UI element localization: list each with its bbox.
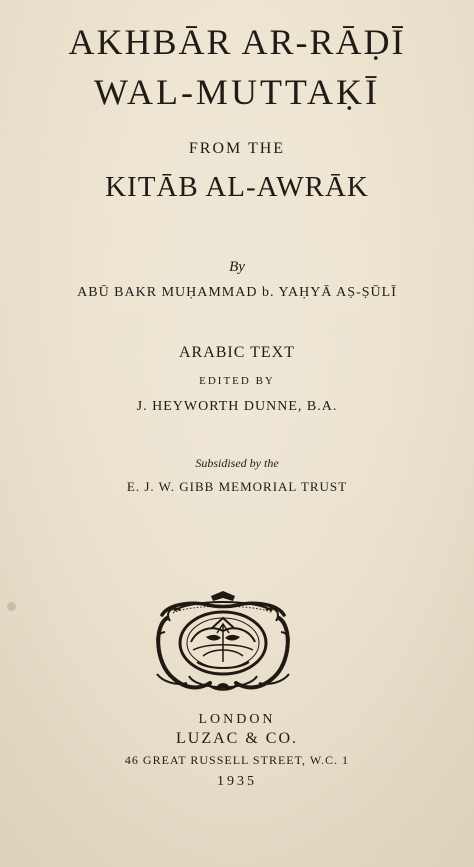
- paper-stain: [7, 602, 16, 611]
- author-name: ABŪ BAKR MUḤAMMAD b. YAḤYĀ AṢ-ṢŪLĪ: [77, 285, 397, 300]
- publisher-name: LUZAC & CO.: [176, 730, 298, 747]
- from-the-label: FROM THE: [188, 140, 286, 157]
- publisher-device-emblem: [147, 590, 299, 698]
- subsidised-by-label: Subsidised by the: [195, 456, 279, 470]
- editor-name: J. HEYWORTH DUNNE, B.A.: [136, 399, 338, 414]
- by-label: By: [229, 259, 245, 275]
- imprint-city: LONDON: [198, 712, 276, 727]
- publication-year: 1935: [217, 774, 257, 789]
- trust-name: E. J. W. GIBB MEMORIAL TRUST: [126, 479, 348, 494]
- arabic-text-label: ARABIC TEXT: [178, 344, 296, 361]
- source-work-title: KITĀB AL-AWRĀK: [105, 171, 369, 203]
- edited-by-label: EDITED BY: [199, 375, 275, 387]
- publisher-address: 46 GREAT RUSSELL STREET, W.C. 1: [124, 753, 350, 767]
- book-title-line-2: WAL-MUTTAḲĪ: [93, 72, 381, 112]
- book-title-line-1: AKHBĀR AR-RĀḌĪ: [68, 22, 406, 62]
